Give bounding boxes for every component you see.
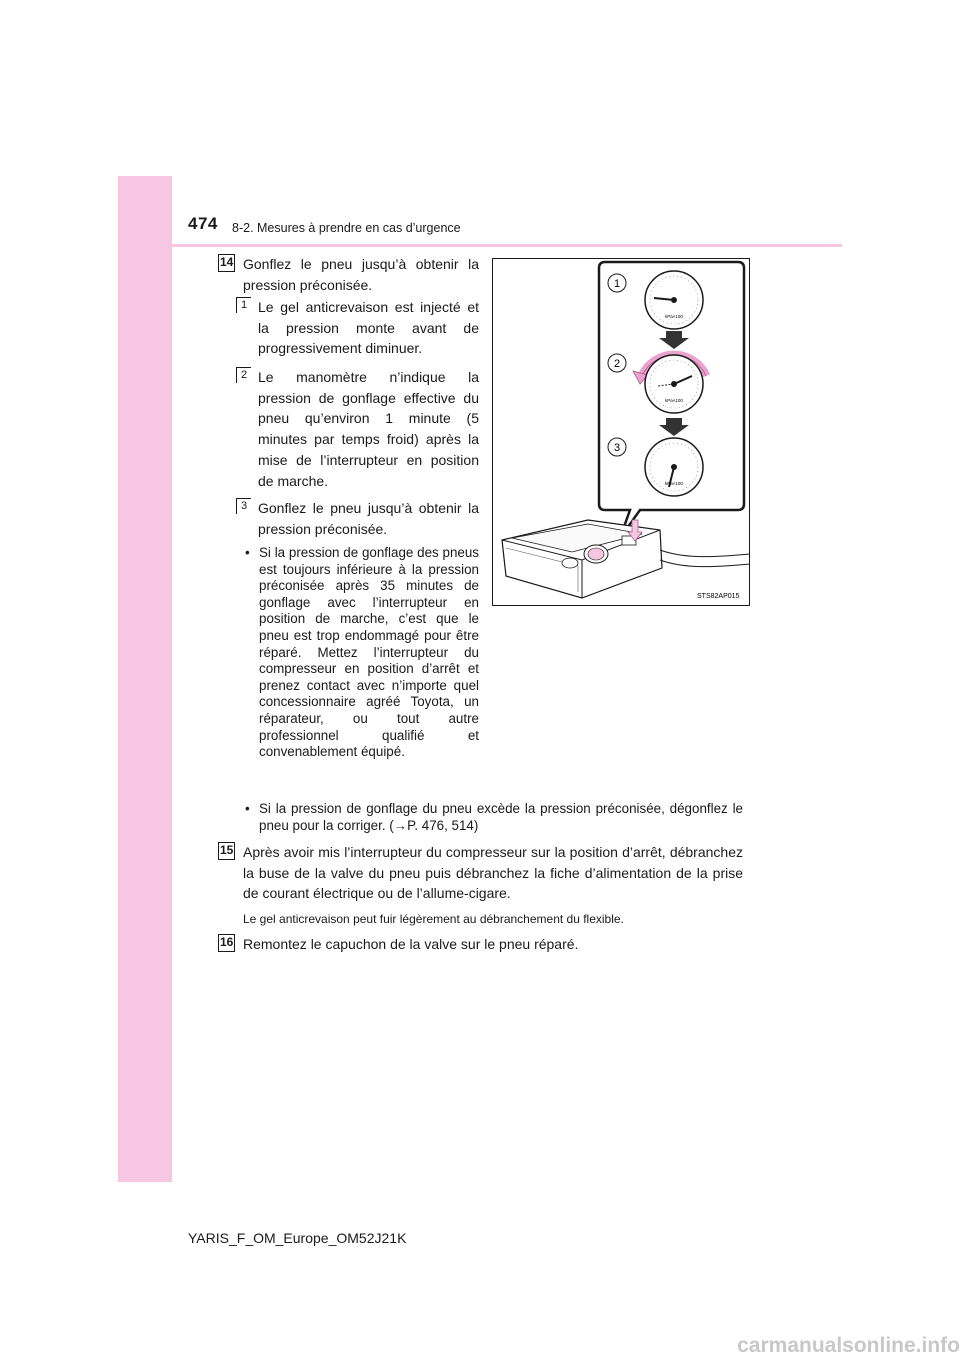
page-number: 474 (188, 214, 218, 233)
gauge-3-unit: kPa×100 (665, 481, 683, 486)
step-15-note: Le gel anticrevaison peut fuir légèrement au débranchement du flexible. (243, 912, 624, 926)
header-rule (172, 244, 842, 247)
document-id: YARIS_F_OM_Europe_OM52J21K (188, 1230, 407, 1246)
substep-1-text: Le gel anticrevaison est injecté et la pression monte avant de progressivement diminuer. (258, 299, 479, 357)
step-badge-16: 16 (218, 934, 235, 952)
callout-1: 1 (613, 278, 621, 290)
bullet-1-text: Si la pression de gonflage des pneus est toujours inférieure à la pression préconisée après 35 minutes de gonflage avec l’interrupteur en position de marche, c’est que le pneu est trop endommagé pour être réparé. Mettez l’interrupteur du compresseur en position d’arrêt et prenez contact avec n’importe quel concessionnaire agréé Toyota, un réparateur, ou tout autre professionnel qualifié et convenablement équipé. (259, 545, 479, 760)
step-16-text: Remontez le capuchon de la valve sur le pneu réparé. (243, 936, 579, 952)
gauge-2 (645, 355, 703, 413)
bullet-2 (245, 801, 743, 834)
substep-badge-1: 1 (236, 297, 251, 313)
substep-3-text: Gonflez le pneu jusqu’à obtenir la pression préconisée. (258, 500, 479, 537)
step-15-text: Après avoir mis l’interrupteur du compresseur sur la position d’arrêt, débranchez la buse de la valve du pneu puis débranchez la fiche d’alimentation de la prise de courant électrique ou de l’allume-cigare. (243, 844, 743, 902)
side-band (118, 176, 172, 1182)
step-14-text: Gonflez le pneu jusqu’à obtenir la pression préconisée. (243, 256, 479, 293)
figure-code: STS82AP015 (697, 593, 740, 600)
gauge-1-unit: kPa×100 (665, 314, 683, 319)
watermark: carmanualsonline.info (737, 1334, 960, 1357)
substep-badge-3: 3 (236, 498, 251, 514)
gauge-3 (645, 438, 703, 496)
section-title: 8-2. Mesures à prendre en cas d’urgence (232, 221, 461, 235)
step-badge-14: 14 (218, 254, 235, 272)
step-badge-15: 15 (218, 842, 235, 860)
callout-2: 2 (613, 358, 621, 370)
gauge-1 (645, 271, 703, 329)
bullet-2-text: Si la pression de gonflage du pneu excède la pression préconisée, dégonflez le pneu pour la corriger. (→P. 476, 514) (259, 801, 743, 833)
substep-badge-2: 2 (236, 367, 251, 383)
gauge-2-unit: kPa×100 (665, 398, 683, 403)
bullet-dot: • (245, 801, 250, 816)
callout-3: 3 (613, 442, 621, 454)
bullet-1 (245, 545, 479, 761)
compressor-illustration (492, 258, 750, 606)
bullet-dot: • (245, 545, 250, 560)
substep-2-text: Le manomètre n’indique la pression de gonflage effective du pneu qu’environ 1 minute (5 minutes par temps froid) après la mise de l’interrupteur en position de marche. (258, 369, 479, 489)
